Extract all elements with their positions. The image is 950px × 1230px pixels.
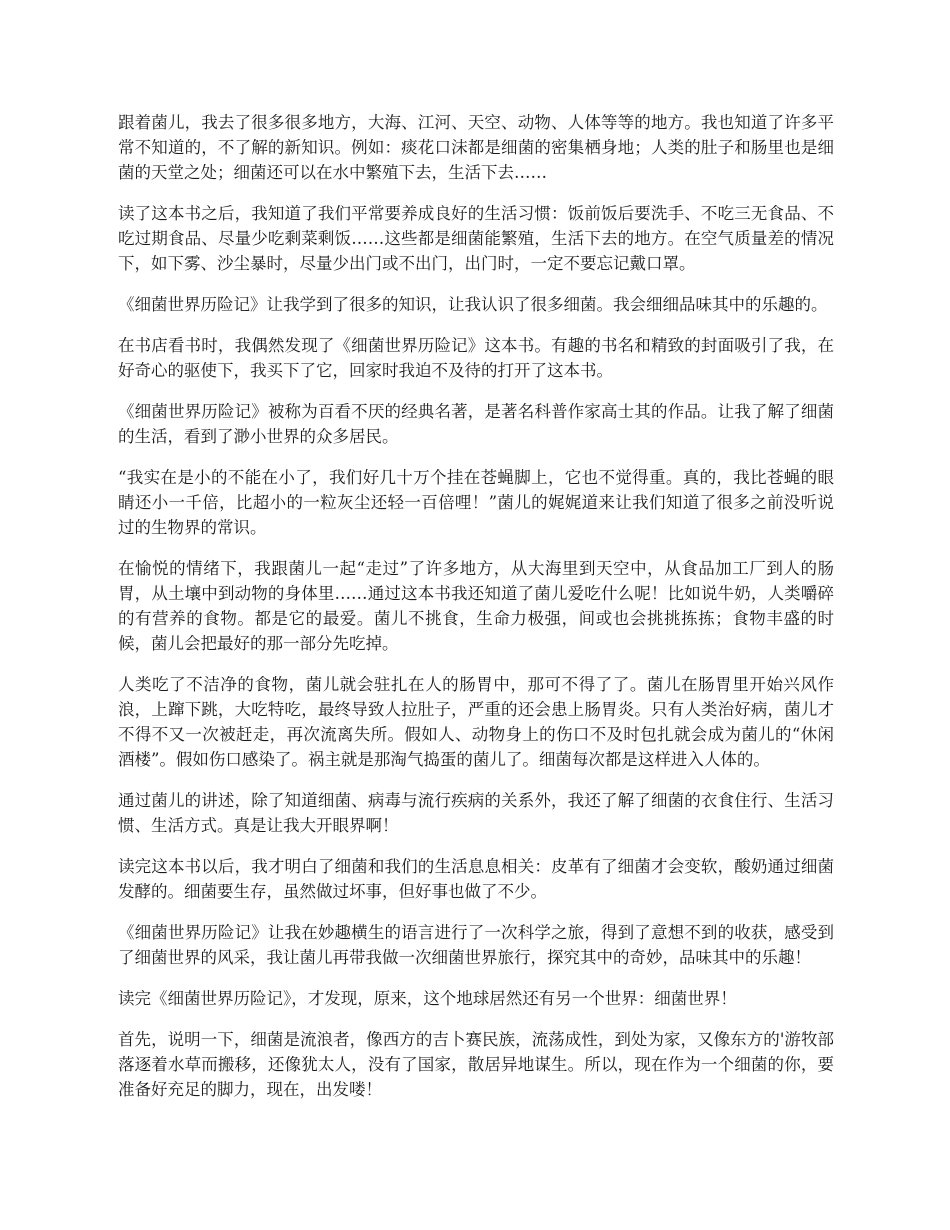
paragraph-11: 《细菌世界历险记》让我在妙趣横生的语言进行了一次科学之旅，得到了意想不到的收获，感受到了细菌世界的风采，我让菌儿再带我做一次细菌世界旅行，探究其中的奇妙，品味其中的乐趣！ — [118, 923, 834, 967]
paragraph-13: 首先，说明一下，细菌是流浪者，像西方的吉卜赛民族，流荡成性，到处为家，又像东方的'游牧部落逐着水草而搬移，还像犹太人，没有了国家，散居异地谋生。所以，现在作为一个细菌的你，要准备好充足的脚力，现在，出发喽！ — [118, 1030, 834, 1099]
paragraph-4: 在书店看书时，我偶然发现了《细菌世界历险记》这本书。有趣的书名和精致的封面吸引了我，在好奇心的驱使下，我买下了它，回家时我迫不及待的打开了这本书。 — [118, 336, 834, 380]
paragraph-5: 《细菌世界历险记》被称为百看不厌的经典名著，是著名科普作家高士其的作品。让我了解了细菌的生活，看到了渺小世界的众多居民。 — [118, 402, 834, 446]
paragraph-3: 《细菌世界历险记》让我学到了很多的知识，让我认识了很多细菌。我会细细品味其中的乐趣的。 — [118, 295, 828, 314]
paragraph-8: 人类吃了不洁净的食物，菌儿就会驻扎在人的肠胃中，那可不得了了。菌儿在肠胃里开始兴风作浪，上蹿下跳，大吃特吃，最终导致人拉肚子，严重的还会患上肠胃炎。只有人类治好病，菌儿才不得不又一次被赶走，再次流离失所。假如人、动物身上的伤口不及时包扎就会成为菌儿的“休闲酒楼”。假如伤口感染了。祸主就是那淘气捣蛋的菌儿了。细菌每次都是这样进入人体的。 — [118, 675, 834, 769]
paragraph-10: 读完这本书以后，我才明白了细菌和我们的生活息息相关：皮革有了细菌才会变软，酸奶通过细菌发酵的。细菌要生存，虽然做过坏事，但好事也做了不少。 — [118, 857, 834, 901]
paragraph-2: 读了这本书之后，我知道了我们平常要养成良好的生活习惯：饭前饭后要洗手、不吃三无食品、不吃过期食品、尽量少吃剩菜剩饭……这些都是细菌能繁殖，生活下去的地方。在空气质量差的情况下，如下雾、沙尘暴时，尽量少出门或不出门，出门时，一定不要忘记戴口罩。 — [118, 204, 834, 273]
paragraph-12: 读完《细菌世界历险记》，才发现，原来，这个地球居然还有另一个世界：细菌世界！ — [118, 989, 737, 1008]
paragraph-6: “我实在是小的不能在小了，我们好几十万个挂在苍蝇脚上，它也不觉得重。真的，我比苍蝇的眼睛还小一千倍，比超小的一粒灰尘还轻一百倍哩！”菌儿的娓娓道来让我们知道了很多之前没听说过的生物界的常识。 — [118, 468, 834, 537]
document-body — [118, 110, 834, 1102]
paragraph-7: 在愉悦的情绪下，我跟菌儿一起“走过”了许多地方，从大海里到天空中，从食品加工厂到人的肠胃，从土壤中到动物的身体里……通过这本书我还知道了菌儿爱吃什么呢！比如说牛奶，人类嚼碎的有营养的食物。都是它的最爱。菌儿不挑食，生命力极强，间或也会挑挑拣拣；食物丰盛的时候，菌儿会把最好的那一部分先吃掉。 — [118, 559, 834, 653]
paragraph-9: 通过菌儿的讲述，除了知道细菌、病毒与流行疾病的关系外，我还了解了细菌的衣食住行、生活习惯、生活方式。真是让我大开眼界啊！ — [118, 791, 834, 835]
paragraph-1: 跟着菌儿，我去了很多很多地方，大海、江河、天空、动物、人体等等的地方。我也知道了许多平常不知道的，不了解的新知识。例如：痰花口沫都是细菌的密集栖身地；人类的肚子和肠里也是细菌的天堂之处；细菌还可以在水中繁殖下去，生活下去…… — [118, 113, 834, 182]
